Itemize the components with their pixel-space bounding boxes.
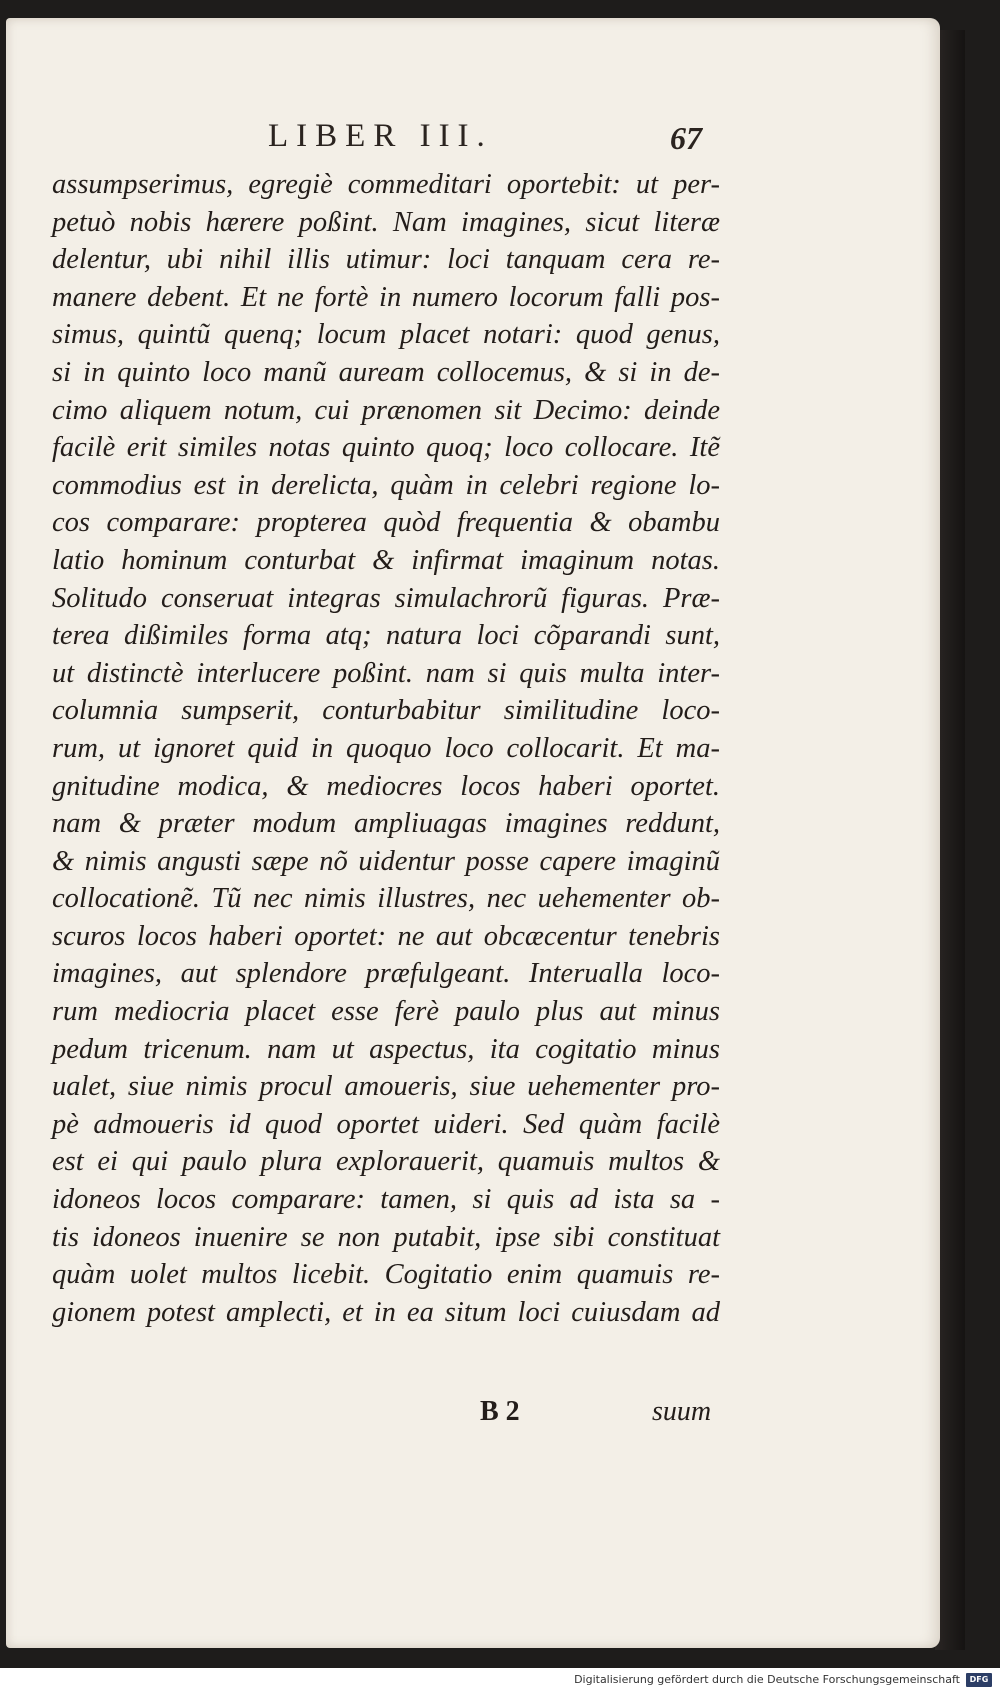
book-page [6, 18, 940, 1648]
running-head: LIBER III. [268, 118, 493, 154]
text-line: ut distinctè interlucere poßint. nam si quis multa inter- [52, 657, 720, 689]
text-line: columnia sumpserit, conturbabitur similitudine loco- [52, 695, 720, 727]
text-line: scuros locos haberi oportet: ne aut obcæcentur tenebris [52, 920, 720, 952]
text-line: latio hominum conturbat & infirmat imaginum notas. [52, 544, 720, 576]
page-footer [6, 1396, 940, 1436]
text-line: rum, ut ignoret quid in quoquo loco collocarit. Et ma- [52, 732, 720, 764]
text-line: & nimis angusti sæpe nõ uidentur posse capere imaginũ [52, 845, 720, 877]
text-line: cimo aliquem notum, cui prænomen sit Decimo: deinde [52, 394, 720, 426]
text-line: facilè erit similes notas quinto quoq; loco collocare. Itẽ [52, 432, 720, 464]
text-line: quàm uolet multos licebit. Cogitatio enim quamuis re- [52, 1259, 720, 1291]
text-line: Solitudo conseruat integras simulachrorũ figuras. Præ- [52, 582, 720, 614]
text-line: imagines, aut splendore præfulgeant. Interualla loco- [52, 958, 720, 990]
catchword: suum [652, 1396, 712, 1427]
text-line: petuò nobis hærere poßint. Nam imagines, sicut literæ [52, 206, 720, 238]
text-line: gnitudine modica, & mediocres locos haberi oportet. [52, 770, 720, 802]
text-line: si in quinto loco manũ auream collocemus, & si in de- [52, 356, 720, 388]
text-line: pè admoueris id quod oportet uideri. Sed quàm facilè [52, 1108, 720, 1140]
text-line: ualet, siue nimis procul amoueris, siue uehementer pro- [52, 1071, 720, 1103]
text-line: est ei qui paulo plura explorauerit, quamuis multos & [52, 1146, 720, 1178]
page-number: 67 [670, 120, 702, 156]
text-line: collocationẽ. Tũ nec nimis illustres, nec uehementer ob- [52, 883, 720, 915]
text-line: delentur, ubi nihil illis utimur: loci tanquam cera re- [52, 244, 720, 276]
text-line: gionem potest amplecti, et in ea situm loci cuiusdam ad [52, 1296, 720, 1328]
text-line: terea dißimiles forma atq; natura loci cõparandi sunt, [52, 620, 720, 652]
text-line: assumpserimus, egregiè commeditari oportebit: ut per- [52, 169, 720, 200]
page-header [6, 118, 940, 166]
text-line: tis idoneos inuenire se non putabit, ipse sibi constituat [52, 1221, 720, 1253]
funding-credit: Digitalisierung gefördert durch die Deutsche Forschungsgemeinschaft [574, 1673, 960, 1686]
text-line: commodius est in derelicta, quàm in celebri regione lo- [52, 469, 720, 501]
signature-mark: B 2 [480, 1396, 520, 1427]
dfg-logo: DFG [966, 1673, 992, 1687]
text-line: simus, quintũ quenq; locum placet notari: quod genus, [52, 319, 720, 351]
credit-bar [0, 1668, 1000, 1693]
body-text [52, 166, 720, 1331]
text-line: rum mediocria placet esse ferè paulo plus aut minus [52, 996, 720, 1028]
text-line: manere debent. Et ne fortè in numero locorum falli pos- [52, 281, 720, 313]
text-line: cos comparare: propterea quòd frequentia & obambu [52, 507, 720, 539]
text-line: idoneos locos comparare: tamen, si quis ad ista sa - [52, 1184, 720, 1216]
text-line: nam & præter modum ampliuagas imagines reddunt, [52, 808, 720, 840]
text-line: pedum tricenum. nam ut aspectus, ita cogitatio minus [52, 1033, 720, 1065]
